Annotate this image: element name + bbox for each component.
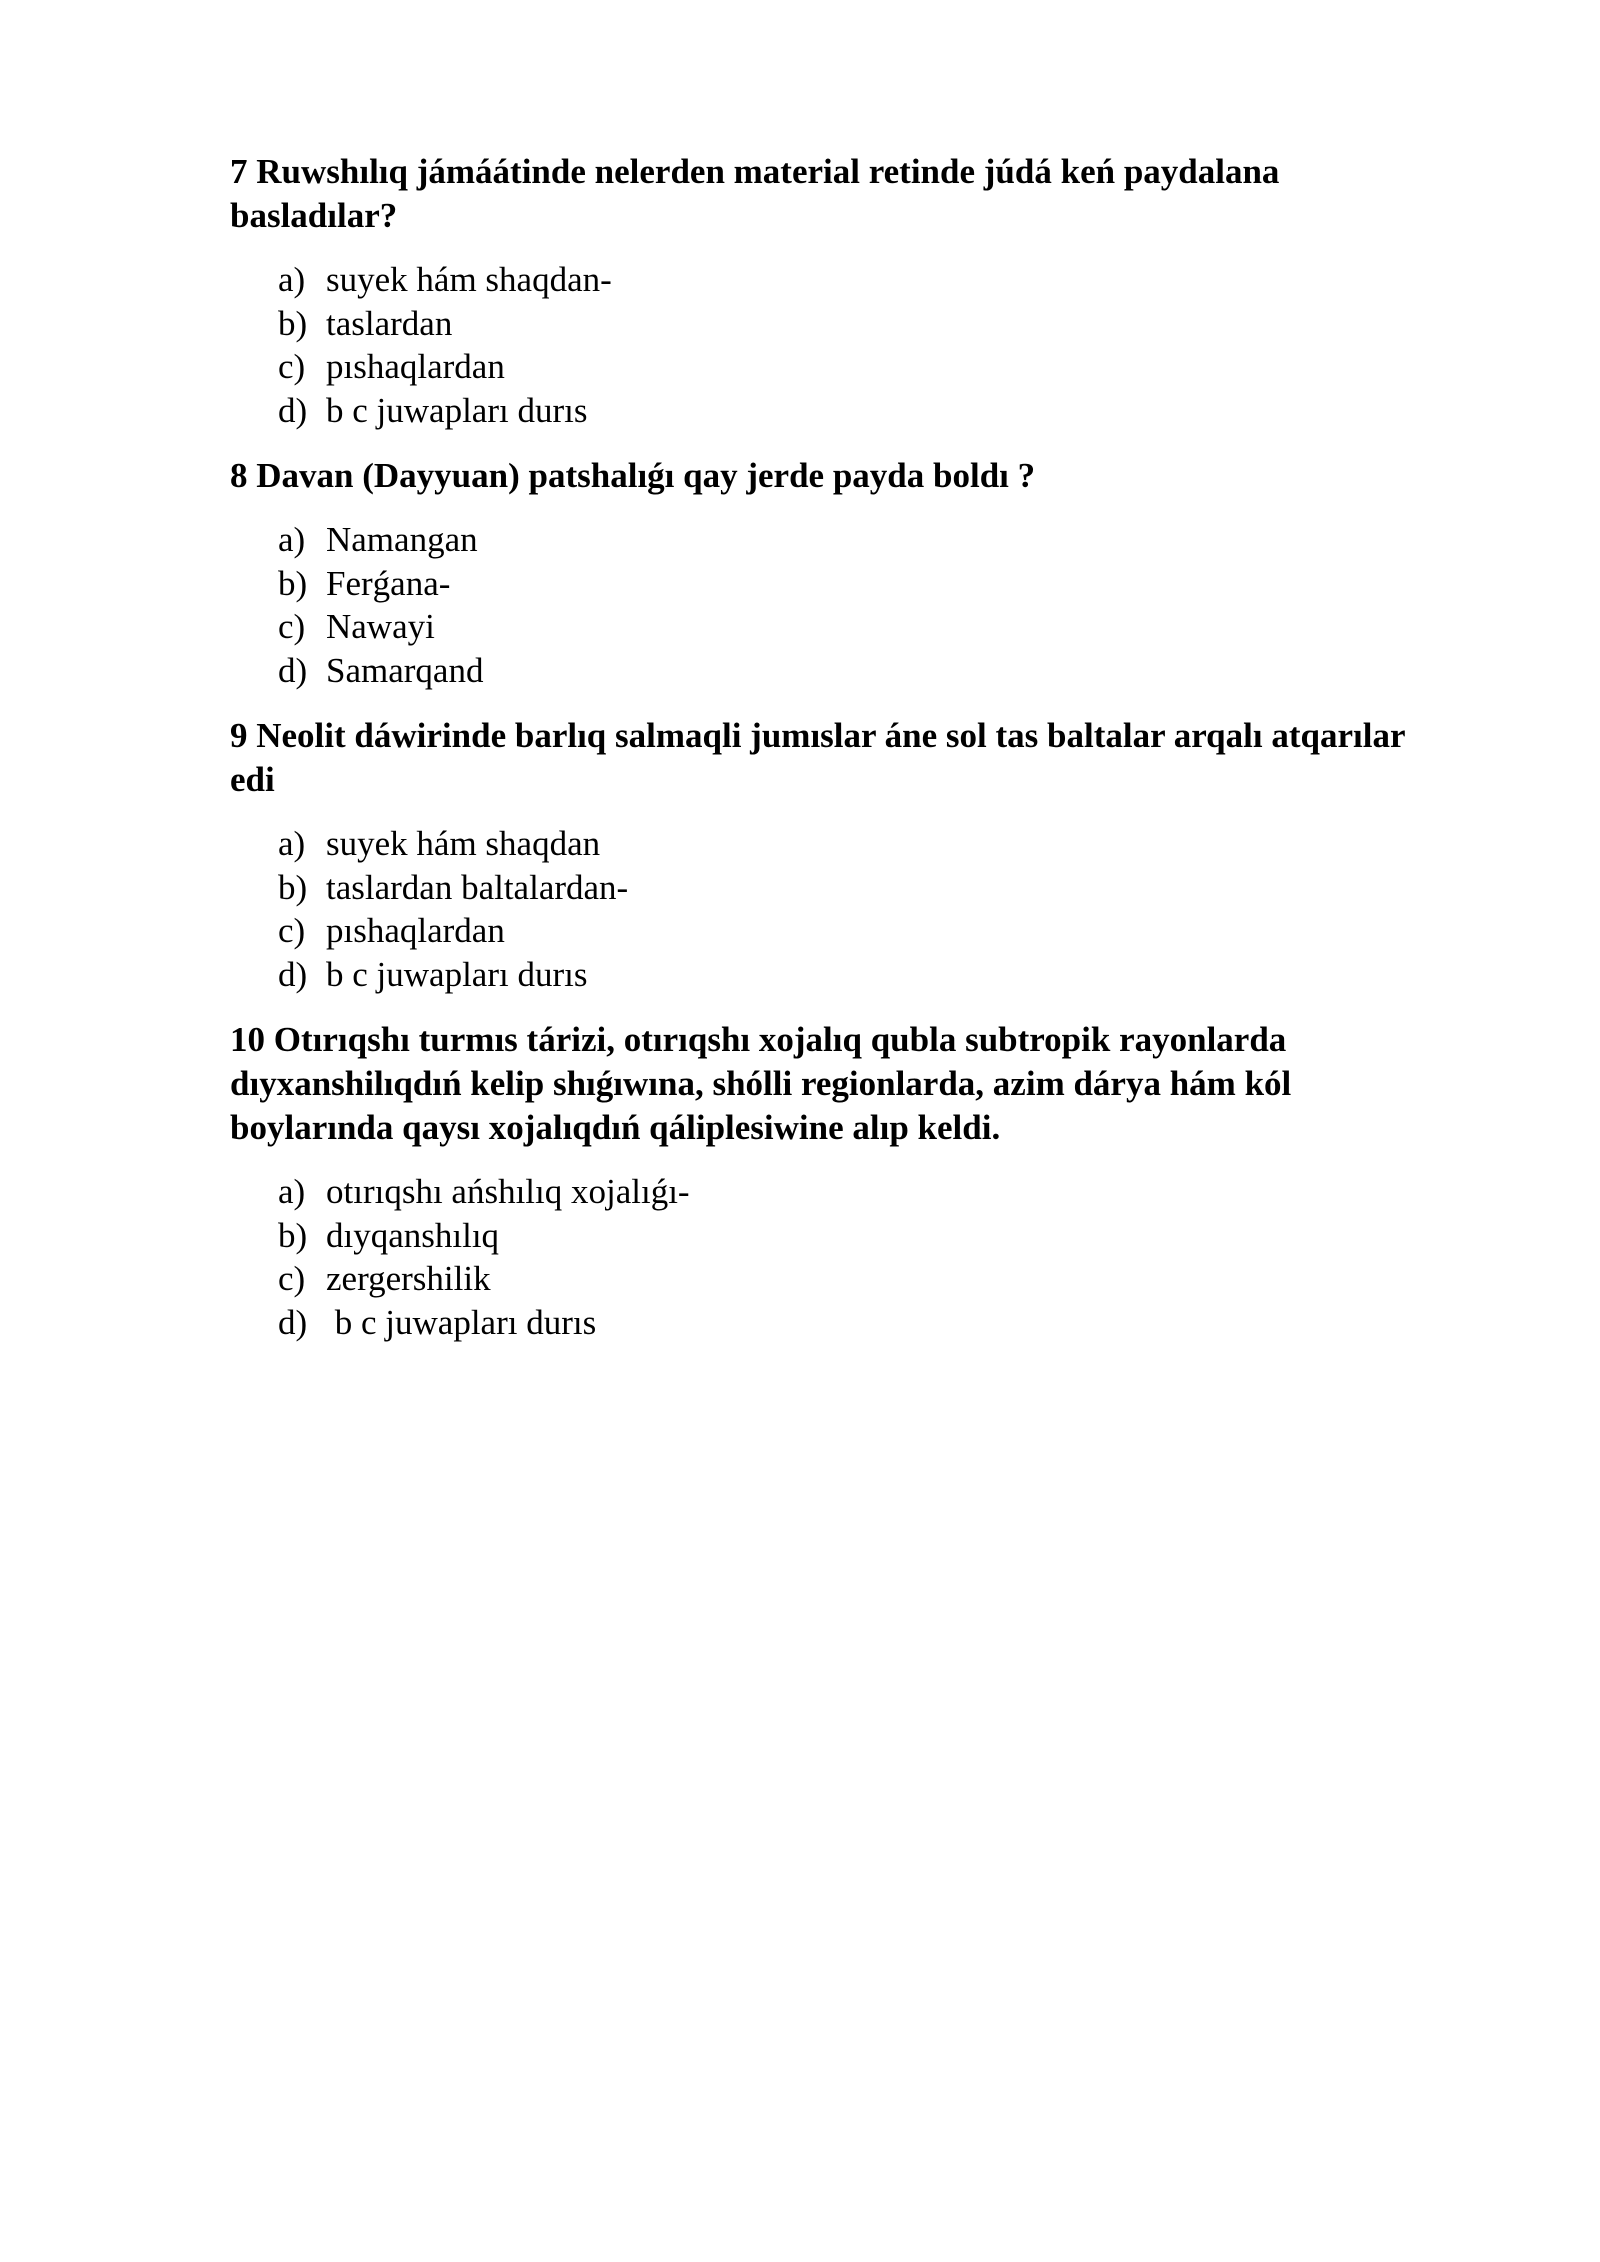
option-text: b c juwapları durıs	[326, 1302, 597, 1342]
question-title: 8 Davan (Dayyuan) patshalıǵı qay jerde payda boldı ?	[230, 456, 1036, 495]
option-text: b c juwapları durıs	[326, 390, 588, 430]
answer-option	[278, 1170, 1410, 1214]
question-8	[230, 454, 1410, 692]
answer-option	[278, 605, 1410, 649]
answer-option	[278, 909, 1410, 953]
answer-option	[278, 258, 1410, 302]
option-text: Ferǵana-	[326, 563, 451, 603]
option-text: suyek hám shaqdan-	[326, 260, 612, 299]
answer-options	[230, 518, 1410, 692]
option-text: dıyqanshılıq	[326, 1215, 500, 1255]
option-letter: b)	[278, 1215, 308, 1255]
question-title: 7 Ruwshılıq jámáátinde nelerden material retinde júdá keń paydalana basladılar?	[230, 152, 1280, 235]
option-letter: d)	[278, 1302, 308, 1342]
option-text: b c juwapları durıs	[326, 954, 588, 994]
option-letter: d)	[278, 954, 308, 994]
option-letter: a)	[278, 260, 306, 299]
question-10	[230, 1018, 1410, 1344]
answer-option	[278, 1301, 1410, 1345]
document-page	[230, 150, 1410, 1366]
option-text: Namangan	[326, 520, 478, 559]
option-letter: a)	[278, 824, 306, 863]
answer-option	[278, 1214, 1410, 1258]
option-letter: c)	[278, 911, 306, 950]
option-letter: b)	[278, 867, 308, 907]
answer-option	[278, 953, 1410, 997]
option-letter: b)	[278, 563, 308, 603]
question-title: 9 Neolit dáwirinde barlıq salmaqli jumıslar áne sol tas baltalar arqalı atqarılar edi	[230, 716, 1405, 799]
option-text: pıshaqlardan	[326, 347, 505, 386]
option-text: Samarqand	[326, 650, 484, 690]
answer-option	[278, 562, 1410, 606]
answer-option	[278, 389, 1410, 433]
option-text: taslardan	[326, 303, 453, 343]
question-7	[230, 150, 1410, 432]
option-text: otırıqshı ańshılıq xojalıǵı-	[326, 1172, 690, 1211]
option-letter: b)	[278, 303, 308, 343]
option-text: suyek hám shaqdan	[326, 824, 601, 863]
answer-option	[278, 302, 1410, 346]
question-title: 10 Otırıqshı turmıs tárizi, otırıqshı xojalıq qubla subtropik rayonlarda dıyxanshilıqdıń kelip shıǵıwına, shólli regionlarda, azim dárya hám kól boylarında qaysı xojalıqdıń qáliplesiwine alıp keldi.	[230, 1020, 1292, 1147]
answer-options	[230, 1170, 1410, 1344]
option-letter: a)	[278, 1172, 306, 1211]
answer-option	[278, 866, 1410, 910]
answer-option	[278, 822, 1410, 866]
answer-option	[278, 1257, 1410, 1301]
option-letter: d)	[278, 650, 308, 690]
option-letter: d)	[278, 390, 308, 430]
option-text: pıshaqlardan	[326, 911, 505, 950]
answer-option	[278, 649, 1410, 693]
answer-option	[278, 345, 1410, 389]
option-text: Nawayi	[326, 607, 435, 646]
option-letter: c)	[278, 1259, 306, 1298]
option-text: taslardan baltalardan-	[326, 867, 629, 907]
option-letter: c)	[278, 607, 306, 646]
option-letter: a)	[278, 520, 306, 559]
answer-options	[230, 822, 1410, 996]
answer-option	[278, 518, 1410, 562]
option-letter: c)	[278, 347, 306, 386]
answer-options	[230, 258, 1410, 432]
question-9	[230, 714, 1410, 996]
option-text: zergershilik	[326, 1259, 491, 1298]
